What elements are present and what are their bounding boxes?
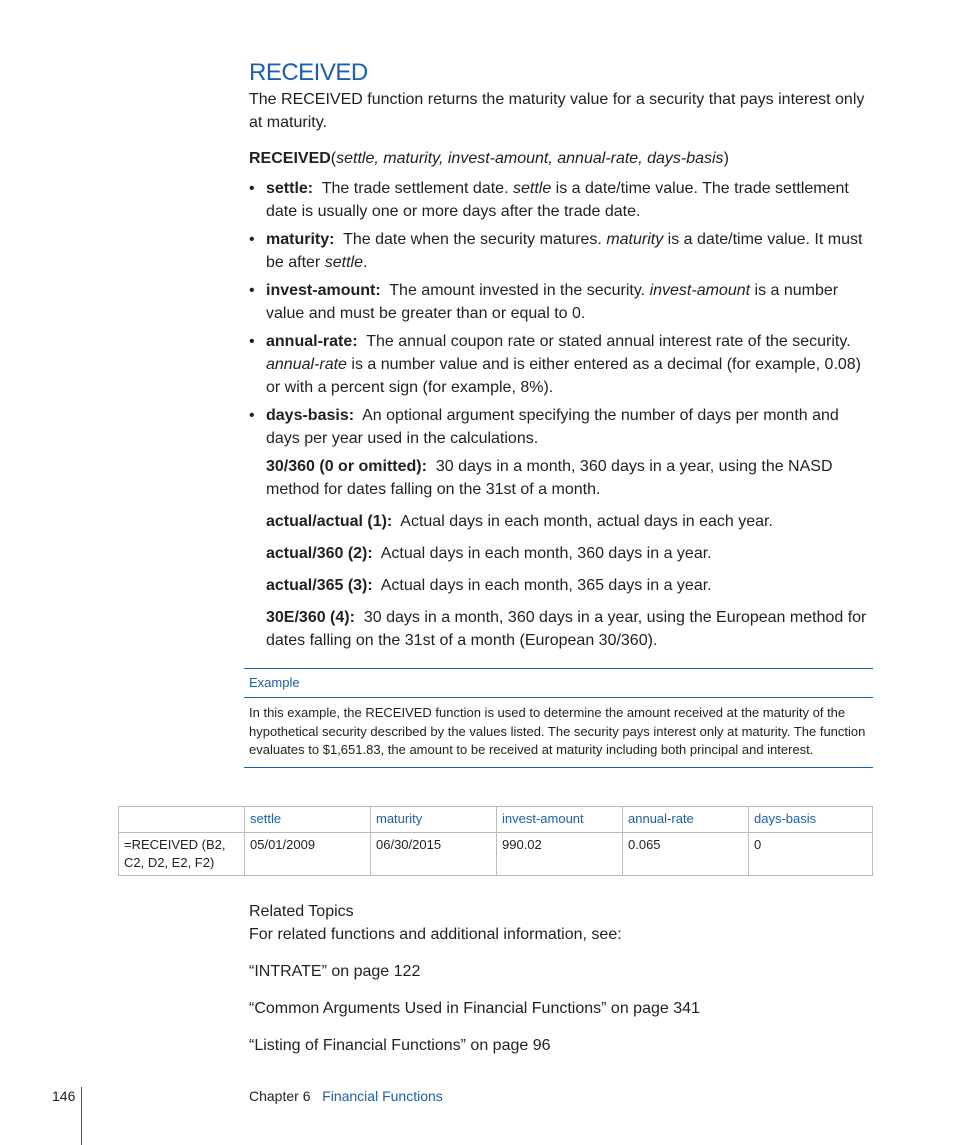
table-cell: 0: [749, 833, 873, 876]
basis-term: 30/360 (0 or omitted):: [266, 458, 427, 475]
table-cell: 06/30/2015: [371, 833, 497, 876]
argument-text: is a number value and must be greater than or equal to 0.: [266, 282, 839, 322]
example-text: In this example, the RECEIVED function is used to determine the amount received at the maturity of the hypothetical security described by the values listed. The security pays interest only at maturity. The function evaluates to $1,651.83, the amount to be received at maturity including both principal and interest.: [249, 705, 866, 757]
argument-text: .: [362, 254, 368, 271]
related-topics: [249, 900, 874, 1057]
basis-text: Actual days in each month, 360 days in a year.: [380, 545, 712, 562]
basis-term: actual/actual (1):: [266, 513, 393, 530]
table-cell: 990.02: [497, 833, 623, 876]
related-heading: Related Topics: [249, 903, 354, 920]
main-content: [249, 58, 874, 652]
argument-term: annual-rate:: [266, 333, 358, 350]
bullet-dot-icon: •: [249, 231, 255, 248]
basis-text: Actual days in each month, 365 days in a year.: [380, 577, 712, 594]
basis-option: [249, 606, 874, 652]
basis-term: actual/365 (3):: [266, 577, 373, 594]
argument-maturity: [249, 228, 874, 274]
argument-text: The trade settlement date.: [321, 180, 509, 197]
table-header-cell: [119, 807, 245, 833]
argument-italic: maturity: [606, 231, 664, 248]
argument-days-basis: [249, 404, 874, 450]
table-header-cell: annual-rate: [623, 807, 749, 833]
table-cell: 05/01/2009: [245, 833, 371, 876]
argument-list: [249, 177, 874, 652]
argument-text: is a number value and is either entered as a decimal (for example, 0.08) or with a percent sign (for example, 8%).: [266, 356, 862, 396]
basis-option: [249, 455, 874, 501]
syntax-line: [249, 147, 874, 170]
argument-term: invest-amount:: [266, 282, 381, 299]
argument-term: maturity:: [266, 231, 335, 248]
table-header-cell: settle: [245, 807, 371, 833]
page-title: RECEIVED: [249, 59, 368, 86]
argument-term: settle:: [266, 180, 314, 197]
argument-italic: invest-amount: [649, 282, 751, 299]
footer-divider: [81, 1087, 82, 1145]
bullet-dot-icon: •: [249, 333, 255, 350]
argument-text: The amount invested in the security.: [389, 282, 646, 299]
basis-text: 30 days in a month, 360 days in a year, using the European method for dates falling on the 31st of a month (European 30/360).: [266, 609, 867, 649]
example-box: [244, 668, 873, 768]
table-row: [119, 833, 873, 876]
example-heading: Example: [249, 675, 300, 690]
basis-term: 30E/360 (4):: [266, 609, 355, 626]
basis-text: Actual days in each month, actual days in each year.: [400, 513, 773, 530]
chapter-title-link[interactable]: Financial Functions: [322, 1088, 443, 1104]
argument-invest-amount: [249, 279, 874, 325]
argument-italic: annual-rate: [266, 356, 347, 373]
argument-text: The date when the security matures.: [343, 231, 602, 248]
basis-option: [249, 510, 874, 533]
argument-italic: settle: [324, 254, 363, 271]
related-link[interactable]: “Common Arguments Used in Financial Functions” on page 341: [249, 1000, 700, 1017]
page-number: 146: [52, 1088, 76, 1104]
table-header-cell: days-basis: [749, 807, 873, 833]
table-header-cell: invest-amount: [497, 807, 623, 833]
example-bottom-rule: [244, 767, 873, 768]
bullet-dot-icon: •: [249, 407, 255, 424]
basis-term: actual/360 (2):: [266, 545, 373, 562]
example-table: [118, 806, 873, 876]
bullet-dot-icon: •: [249, 180, 255, 197]
table-cell: 0.065: [623, 833, 749, 876]
chapter-label: Chapter 6: [249, 1088, 311, 1104]
intro-text: The RECEIVED function returns the maturity value for a security that pays interest only at maturity.: [249, 91, 865, 131]
syntax-arguments: settle, maturity, invest-amount, annual-rate, days-basis: [336, 150, 724, 167]
basis-option: [249, 574, 874, 597]
basis-option: [249, 542, 874, 565]
argument-text: The annual coupon rate or stated annual interest rate of the security.: [366, 333, 851, 350]
argument-italic: settle: [512, 180, 552, 197]
argument-text: is a date/time value. It must be after: [266, 231, 863, 271]
argument-text: is a date/time value. The trade settlement date is usually one or more days after the trade date.: [266, 180, 849, 220]
related-intro: For related functions and additional information, see:: [249, 926, 622, 943]
basis-text: 30 days in a month, 360 days in a year, using the NASD method for dates falling on the 31st of a month.: [266, 458, 833, 498]
related-link[interactable]: “Listing of Financial Functions” on page 96: [249, 1037, 551, 1054]
argument-term: days-basis:: [266, 407, 355, 424]
argument-text: An optional argument specifying the number of days per month and days per year used in the calculations.: [266, 407, 839, 447]
table-header-row: [119, 807, 873, 833]
footer-chapter: [249, 1088, 443, 1104]
related-link[interactable]: “INTRATE” on page 122: [249, 963, 421, 980]
argument-settle: [249, 177, 874, 223]
table-cell-formula: =RECEIVED (B2, C2, D2, E2, F2): [119, 833, 245, 876]
table-header-cell: maturity: [371, 807, 497, 833]
argument-annual-rate: [249, 330, 874, 399]
syntax-open-paren: (: [330, 150, 337, 167]
syntax-close-paren: ): [723, 150, 729, 167]
bullet-dot-icon: •: [249, 282, 255, 299]
syntax-function-name: RECEIVED: [249, 150, 331, 167]
